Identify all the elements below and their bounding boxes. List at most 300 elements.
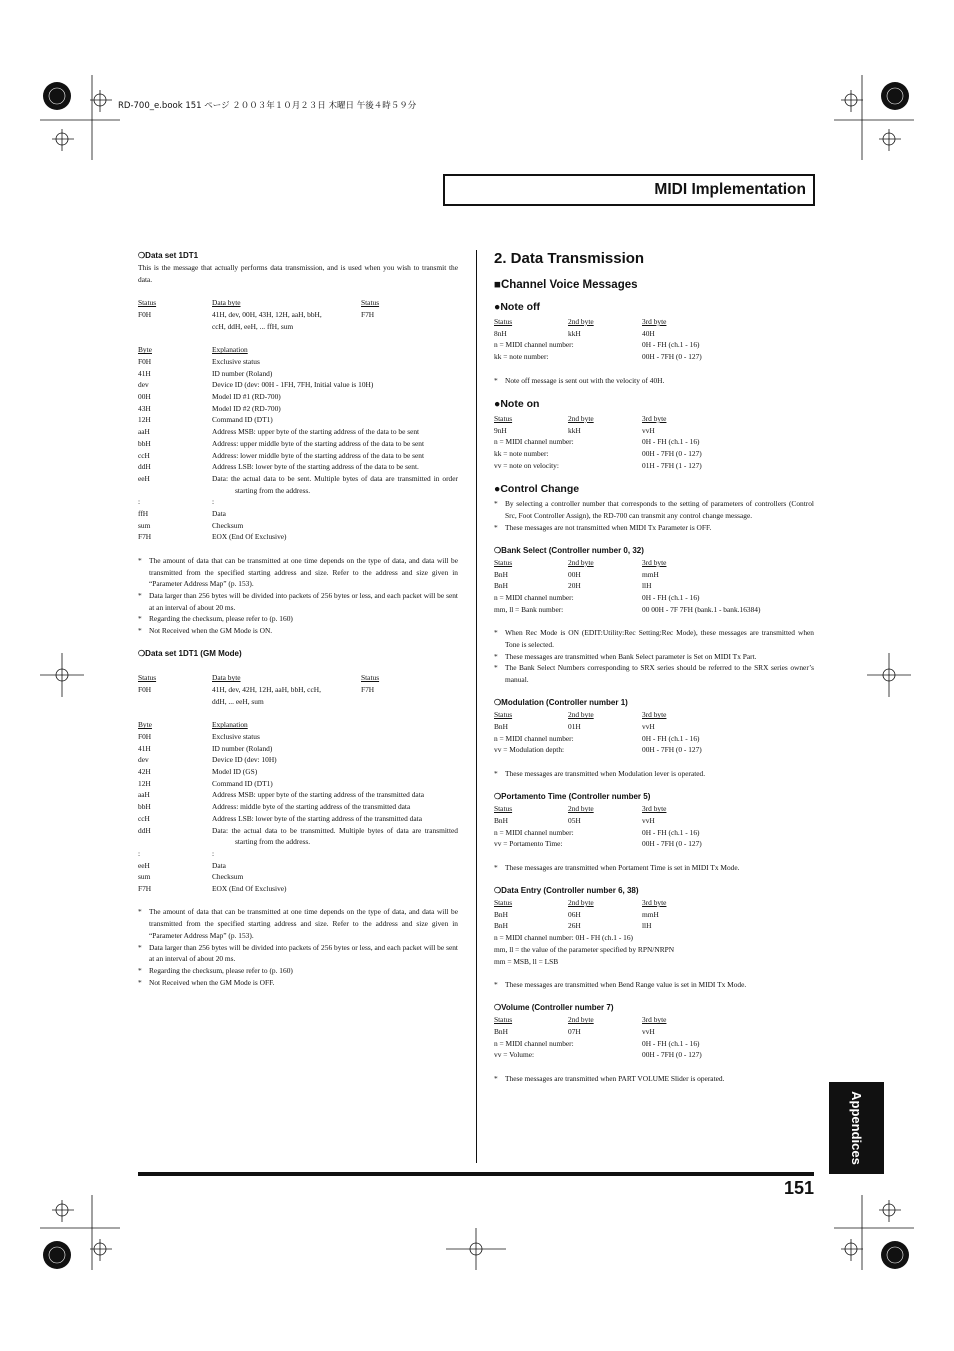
footnote-text: These messages are transmitted when Bank Select parameter is Set on MIDI Tx Part. (505, 651, 757, 661)
table-header (494, 709, 814, 721)
table-row (138, 871, 458, 883)
cell-text: F7H (361, 685, 375, 695)
table-row (138, 321, 458, 333)
table-cell (494, 413, 568, 425)
table-cell (494, 744, 642, 756)
table-row (138, 414, 458, 426)
asterisk: * (494, 1073, 498, 1083)
cell-text: ID number (Roland) (212, 368, 273, 378)
cell-text: 12H (138, 415, 151, 425)
cell-text: 12H (138, 778, 151, 788)
message-title: ●Note off (494, 301, 540, 313)
cell-text: Status (494, 898, 513, 908)
cell-text: vvH (642, 1027, 655, 1037)
table-cell (212, 789, 458, 801)
spacer (494, 991, 814, 1003)
footnote-text: These messages are transmitted when PART VOLUME Slider is operated. (505, 1073, 725, 1083)
table-cell (568, 580, 642, 592)
table-cell (568, 920, 642, 932)
table-row (494, 838, 814, 850)
cell-text: Data (212, 509, 226, 519)
table-cell (212, 719, 458, 731)
cell-text: ccH (138, 813, 150, 823)
spacer (138, 333, 458, 345)
table-row (138, 531, 458, 543)
footnote-text: Data larger than 256 bytes will be divided into packets of 256 bytes or less, and each packet will be sent at an interval of about 20 ms. (149, 590, 458, 612)
table-cell (642, 460, 814, 472)
table-cell (138, 778, 212, 790)
cell-text: 3rd byte (642, 557, 667, 567)
spacer (494, 615, 814, 627)
table-cell (642, 744, 814, 756)
cell-text: Data byte (212, 298, 241, 308)
cell-text: Status (361, 673, 380, 683)
cell-text: 0H - FH (ch.1 - 16) (642, 437, 700, 447)
table-cell (138, 825, 212, 848)
asterisk: * (494, 862, 498, 872)
cell-text: Data byte (212, 673, 241, 683)
cell-text: Status (494, 413, 513, 423)
table-header (138, 719, 458, 731)
cell-text: F0H (138, 356, 152, 366)
table-cell (642, 803, 666, 815)
message-title: ❍Data Entry (Controller number 6, 38) (494, 886, 639, 896)
asterisk: * (494, 628, 498, 638)
table-row (138, 391, 458, 403)
table-cell (212, 321, 458, 333)
cell-text: n = MIDI channel number: (494, 733, 574, 743)
table-header (138, 297, 458, 309)
table-cell (642, 580, 651, 592)
table-row (494, 604, 814, 616)
cell-text: F0H (138, 731, 152, 741)
page-title: MIDI Implementation (654, 181, 806, 198)
cell-text: n = MIDI channel number: (494, 827, 574, 837)
cell-text: mmH (642, 909, 659, 919)
intro-text: This is the message that actually performs data transmission, and is used when you wish to transmit the data. (138, 263, 458, 284)
spacer (494, 686, 814, 698)
table-cell (212, 672, 361, 684)
table-cell (212, 414, 458, 426)
table-cell (212, 766, 458, 778)
table-cell (494, 425, 568, 437)
definition-line: n = MIDI channel number: 0H - FH (ch.1 - 16) (494, 933, 634, 943)
table-cell (642, 316, 666, 328)
table-cell (212, 461, 458, 473)
table-cell (138, 520, 212, 532)
table-cell (138, 379, 212, 391)
cell-text: : (212, 848, 215, 858)
cell-text: Command ID (DT1) (212, 415, 273, 425)
table-cell (138, 801, 212, 813)
cell-text: 00H - 7FH (0 - 127) (642, 352, 702, 362)
cell-text: Checksum (212, 520, 244, 530)
spacer (138, 637, 458, 649)
footnote-text: These messages are not transmitted when MIDI Tx Parameter is OFF. (505, 522, 712, 532)
table-row (138, 403, 458, 415)
cell-text: 40H (642, 328, 655, 338)
table-row (138, 309, 458, 321)
spacer (494, 780, 814, 792)
table-cell (138, 309, 212, 321)
table-cell (642, 897, 666, 909)
cell-text: Data (212, 860, 226, 870)
cell-text: 00H (138, 392, 151, 402)
table-cell (212, 438, 458, 450)
table-cell (642, 733, 814, 745)
cell-text: vvH (642, 425, 655, 435)
table-cell (212, 883, 458, 895)
table-cell (642, 351, 814, 363)
cell-text: Address: lower middle byte of the starting address of the data to be sent (212, 450, 425, 460)
spacer (138, 708, 458, 720)
cell-text: BnH (494, 722, 508, 731)
cell-text: Model ID #1 (RD-700) (212, 392, 281, 402)
table-row (494, 815, 814, 827)
cell-text: 0H - FH (ch.1 - 16) (642, 1038, 700, 1048)
cell-text: sum (138, 872, 151, 882)
footnote-text: The Bank Select Numbers corresponding to SRX series should be referred to the SRX series owner’s manual. (505, 663, 814, 684)
cell-text: BnH (494, 581, 508, 591)
cell-text: 00H - 7FH (0 - 127) (642, 839, 702, 849)
spacer (494, 363, 814, 375)
table-cell (138, 731, 212, 743)
table-cell (494, 838, 642, 850)
table-cell (138, 531, 212, 543)
table-cell (494, 339, 642, 351)
cell-text: kk = note number: (494, 352, 549, 362)
table-cell (138, 496, 215, 508)
table-cell (642, 604, 814, 616)
table-cell (138, 719, 212, 731)
table-row (494, 827, 814, 839)
footnote (494, 627, 814, 650)
cell-text: Data: the actual data to be transmitted. Multiple bytes of data are transmitted starting from the address. (212, 825, 458, 847)
table-row (138, 778, 458, 790)
table-cell (494, 580, 568, 592)
footnote-text: These messages are transmitted when Portament Time is set in MIDI Tx Mode. (505, 862, 740, 872)
appendices-tab-label: Appendices (849, 1091, 864, 1165)
table-cell (138, 883, 212, 895)
table-cell (212, 379, 458, 391)
table-row (138, 684, 458, 696)
definition-line: mm, ll = the value of the parameter specified by RPN/NRPN (494, 944, 675, 954)
table-row (138, 813, 458, 825)
table-cell (494, 1049, 642, 1061)
message-title: ●Note on (494, 397, 540, 410)
section-title: ❍Data set 1DT1 (GM Mode) (138, 649, 242, 659)
footnote (494, 522, 814, 534)
table-header (494, 803, 814, 815)
footnote-text: Not Received when the GM Mode is OFF. (149, 977, 275, 987)
table-cell (212, 309, 361, 321)
table-cell (212, 778, 458, 790)
page-number: 151 (783, 1178, 814, 1198)
cell-text: 2nd byte (568, 804, 594, 814)
table-cell (138, 766, 212, 778)
table-cell (138, 473, 212, 496)
footnote (138, 965, 458, 977)
table-header (138, 344, 458, 356)
table-row (138, 731, 458, 743)
table-header (494, 413, 814, 425)
cell-text: 00H (568, 569, 581, 579)
footnote (138, 977, 458, 989)
cell-text: : (212, 497, 215, 507)
table-cell (138, 754, 212, 766)
table-cell (568, 815, 642, 827)
message-title: ❍Bank Select (Controller number 0, 32) (494, 545, 644, 555)
table-cell (138, 426, 212, 438)
table-cell (212, 684, 361, 696)
table-row (138, 520, 458, 532)
table-row (138, 461, 458, 473)
cell-text: Byte (138, 345, 152, 355)
table-cell (494, 897, 568, 909)
table-cell (212, 731, 458, 743)
table-cell (212, 743, 458, 755)
table-cell (494, 909, 568, 921)
footnote (494, 979, 814, 991)
cell-text: aaH (138, 427, 150, 437)
table-cell (212, 754, 458, 766)
appendices-tab (829, 1082, 884, 1174)
cell-text: Model ID #2 (RD-700) (212, 403, 281, 413)
cell-text: kkH (568, 425, 581, 435)
footnote (138, 942, 458, 965)
table-cell (494, 460, 642, 472)
table-row (494, 339, 814, 351)
section-title: ❍Data set 1DT1 (138, 251, 199, 260)
cell-text: Device ID (dev: 10H) (212, 755, 277, 765)
table-cell (212, 496, 458, 508)
cell-text: Status (494, 1015, 513, 1025)
footnote-text: These messages are transmitted when Bend Range value is set in MIDI Tx Mode. (505, 979, 747, 989)
table-row (494, 733, 814, 745)
cell-text: 00H - 7FH (0 - 127) (642, 1050, 702, 1060)
asterisk: * (494, 663, 498, 673)
table-cell (494, 351, 642, 363)
table-cell (642, 838, 814, 850)
table-header (494, 897, 814, 909)
table-row (494, 448, 814, 460)
cell-text: sum (138, 520, 151, 530)
table-row (138, 801, 458, 813)
cell-text: dev (138, 380, 149, 390)
message-title: ❍Modulation (Controller number 1) (494, 698, 628, 708)
cell-text: 3rd byte (642, 710, 667, 720)
footnote (494, 662, 814, 685)
table-cell (138, 297, 212, 309)
cell-text: 00H - 7FH (0 - 127) (642, 745, 702, 755)
table-cell (494, 1038, 642, 1050)
cell-text: Model ID (GS) (212, 767, 258, 777)
cell-text: 2nd byte (568, 710, 594, 720)
cell-text: n = MIDI channel number: (494, 593, 574, 602)
table-cell (494, 316, 568, 328)
spacer (494, 1061, 814, 1073)
cell-text: 07H (568, 1027, 581, 1037)
table-row (138, 766, 458, 778)
table-cell (138, 813, 212, 825)
cell-text: vv = Portamento Time: (494, 839, 563, 849)
table-row (494, 920, 814, 932)
asterisk: * (138, 942, 142, 952)
cell-text: 2nd byte (568, 317, 594, 326)
table-cell (568, 569, 642, 581)
table-row (138, 508, 458, 520)
table-cell (568, 1026, 642, 1038)
cell-text: 2nd byte (568, 557, 594, 567)
table-cell (494, 803, 568, 815)
table-row (138, 696, 458, 708)
table-cell (642, 721, 655, 733)
table-cell (568, 721, 642, 733)
table-cell (361, 297, 379, 309)
footnote (494, 375, 814, 387)
table-cell (642, 413, 666, 425)
table-cell (642, 436, 814, 448)
footnote-text: Regarding the checksum, please refer to (p. 160) (149, 966, 293, 975)
footnote (138, 613, 458, 625)
cell-text: eeH (138, 473, 150, 483)
cell-text: F7H (138, 532, 152, 542)
table-cell (568, 557, 642, 569)
cell-text: ddH, ... eeH, sum (212, 696, 264, 706)
cell-text: 01H (568, 722, 581, 731)
footer-rule (138, 1172, 814, 1176)
column-divider (476, 250, 477, 1163)
table-cell (138, 461, 212, 473)
cell-text: vvH (642, 722, 655, 731)
table-cell (494, 592, 642, 604)
asterisk: * (138, 590, 142, 600)
footnote (494, 1073, 814, 1085)
table-cell (642, 909, 659, 921)
table-cell (642, 1049, 814, 1061)
table-row (138, 438, 458, 450)
spacer (494, 533, 814, 545)
table-row (138, 368, 458, 380)
table-cell (642, 920, 651, 932)
cell-text: Device ID (dev: 00H - 1FH, 7FH, Initial value is 10H) (212, 380, 374, 390)
cell-text: EOX (End Of Exclusive) (212, 532, 287, 542)
table-cell (138, 344, 212, 356)
table-row (494, 1038, 814, 1050)
table-cell (568, 328, 642, 340)
cell-text: 42H (138, 767, 151, 777)
cell-text: ccH (138, 450, 150, 460)
footnote (138, 590, 458, 613)
cell-text: Status (138, 673, 157, 683)
cell-text: ID number (Roland) (212, 743, 273, 753)
table-cell (568, 897, 642, 909)
asterisk: * (494, 768, 498, 778)
cell-text: 3rd byte (642, 1015, 667, 1025)
table-cell (138, 789, 212, 801)
cell-text: Address: middle byte of the starting address of the transmitted data (212, 802, 411, 812)
spacer (494, 756, 814, 768)
cell-text: ddH (138, 825, 151, 835)
table-cell (494, 815, 568, 827)
table-cell (642, 709, 666, 721)
table-cell (212, 813, 458, 825)
cell-text: n = MIDI channel number: (494, 437, 574, 447)
footnote (494, 651, 814, 663)
cell-text: 00 00H - 7F 7FH (bank.1 - bank.16384) (642, 604, 761, 614)
cell-text: 26H (568, 921, 581, 931)
cell-text: 2nd byte (568, 1015, 594, 1025)
cell-text: Address LSB: lower byte of the starting address of the transmitted data (212, 813, 422, 823)
cell-text: 2nd byte (568, 413, 594, 423)
cell-text: vv = Volume: (494, 1050, 535, 1060)
table-cell (642, 448, 814, 460)
table-cell (212, 696, 458, 708)
table-cell (494, 1014, 568, 1026)
table-cell (212, 356, 458, 368)
table-row (494, 328, 814, 340)
cell-text: 06H (568, 909, 581, 919)
table-row (494, 1049, 814, 1061)
cell-text: vvH (642, 815, 655, 825)
cell-text: Address MSB: upper byte of the starting address of the transmitted data (212, 790, 425, 800)
cell-text: ddH (138, 462, 151, 472)
table-row (494, 425, 814, 437)
footnote-text: When Rec Mode is ON (EDIT:Utility:Rec Setting:Rec Mode), these messages are transmitted when Tone is selected. (505, 628, 814, 649)
cell-text: 0H - FH (ch.1 - 16) (642, 733, 700, 743)
footnote-text: Regarding the checksum, please refer to (p. 160) (149, 614, 293, 624)
cell-text: bbH (138, 438, 151, 448)
cell-text: ffH (138, 509, 149, 519)
cell-text: Address: upper middle byte of the starting address of the data to be sent (212, 438, 425, 448)
cell-text: Command ID (DT1) (212, 778, 273, 788)
cell-text: Address MSB: upper byte of the starting address of the data to be sent (212, 427, 420, 437)
table-row (138, 473, 458, 496)
cell-text: F0H (138, 310, 152, 320)
table-cell (212, 426, 458, 438)
asterisk: * (138, 977, 142, 987)
table-cell (212, 520, 458, 532)
cell-text: Status (494, 317, 513, 326)
table-cell (212, 450, 458, 462)
cell-text: llH (642, 921, 652, 931)
cell-text: bbH (138, 802, 151, 812)
footnote (494, 768, 814, 780)
table-row (494, 436, 814, 448)
footnote (494, 498, 814, 521)
table-cell (494, 1026, 568, 1038)
table-row (138, 496, 458, 508)
cell-text: F7H (138, 884, 152, 894)
table-header (494, 557, 814, 569)
table-cell (568, 316, 642, 328)
table-cell (138, 848, 215, 860)
cell-text: Status (494, 804, 513, 814)
footnote (494, 862, 814, 874)
spacer (494, 471, 814, 483)
cell-text: 41H (138, 743, 151, 753)
spacer (494, 386, 814, 398)
table-cell (138, 871, 212, 883)
cell-text: Status (361, 298, 380, 308)
footnote-text: Note off message is sent out with the velocity of 40H. (505, 375, 665, 385)
asterisk: * (138, 614, 142, 624)
table-row (138, 860, 458, 872)
asterisk: * (494, 499, 498, 509)
table-cell (494, 328, 568, 340)
cell-text: Explanation (212, 345, 248, 355)
table-cell (568, 1014, 642, 1026)
